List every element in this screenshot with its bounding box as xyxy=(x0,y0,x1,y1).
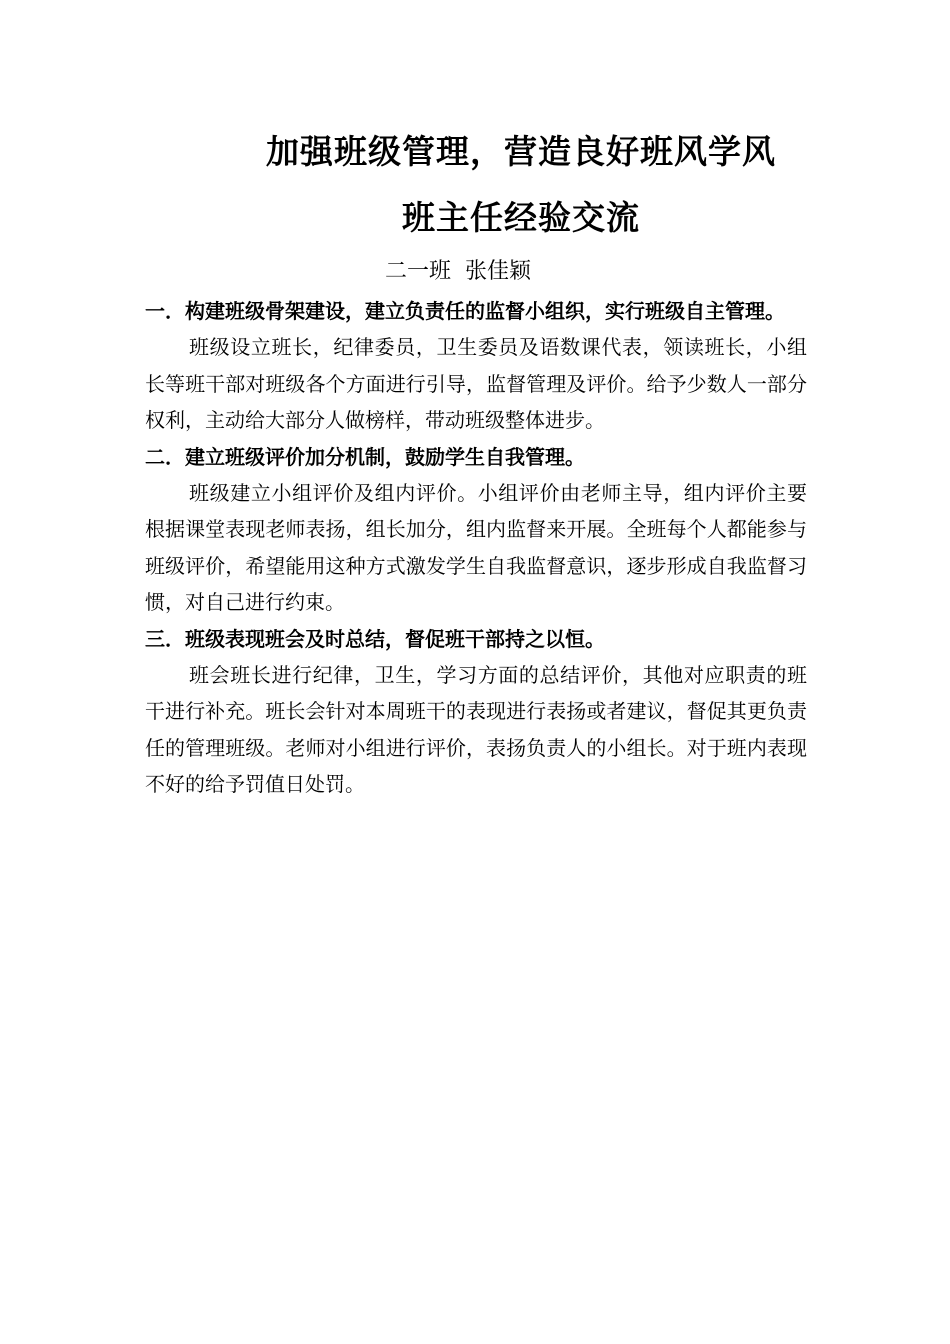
author-line: 二一班 张佳颖 xyxy=(385,259,531,284)
section-paragraph-2: 班级建立小组评价及组内评价。小组评价由老师主导，组内评价主要根据课堂表现老师表扬，组长加分，组内监督来开展。全班每个人都能参与班级评价，希望能用这种方式激发学生自我监督意识，逐步形成自我监督习惯，对自己进行约束。 xyxy=(145,480,807,614)
document-title: 加强班级管理，营造良好班风学风 xyxy=(266,132,776,171)
section-heading-2: 二．建立班级评价加分机制，鼓励学生自我管理。 xyxy=(145,444,585,469)
section-heading-1: 一．构建班级骨架建设，建立负责任的监督小组织，实行班级自主管理。 xyxy=(145,299,785,323)
document-subtitle: 班主任经验交流 xyxy=(402,198,640,237)
section-paragraph-1: 班级设立班长，纪律委员，卫生委员及语数课代表，领读班长，小组长等班干部对班级各个方面进行引导，监督管理及评价。给予少数人一部分权利，主动给大部分人做榜样，带动班级整体进步。 xyxy=(145,335,807,432)
section-paragraph-3: 班会班长进行纪律，卫生，学习方面的总结评价，其他对应职责的班干进行补充。班长会针对本周班干的表现进行表扬或者建议，督促其更负责任的管理班级。老师对小组进行评价，表扬负责人的小组长。对于班内表现不好的给予罚值日处罚。 xyxy=(145,662,807,796)
section-heading-3: 三．班级表现班会及时总结，督促班干部持之以恒。 xyxy=(145,626,605,651)
document-body xyxy=(145,293,807,803)
